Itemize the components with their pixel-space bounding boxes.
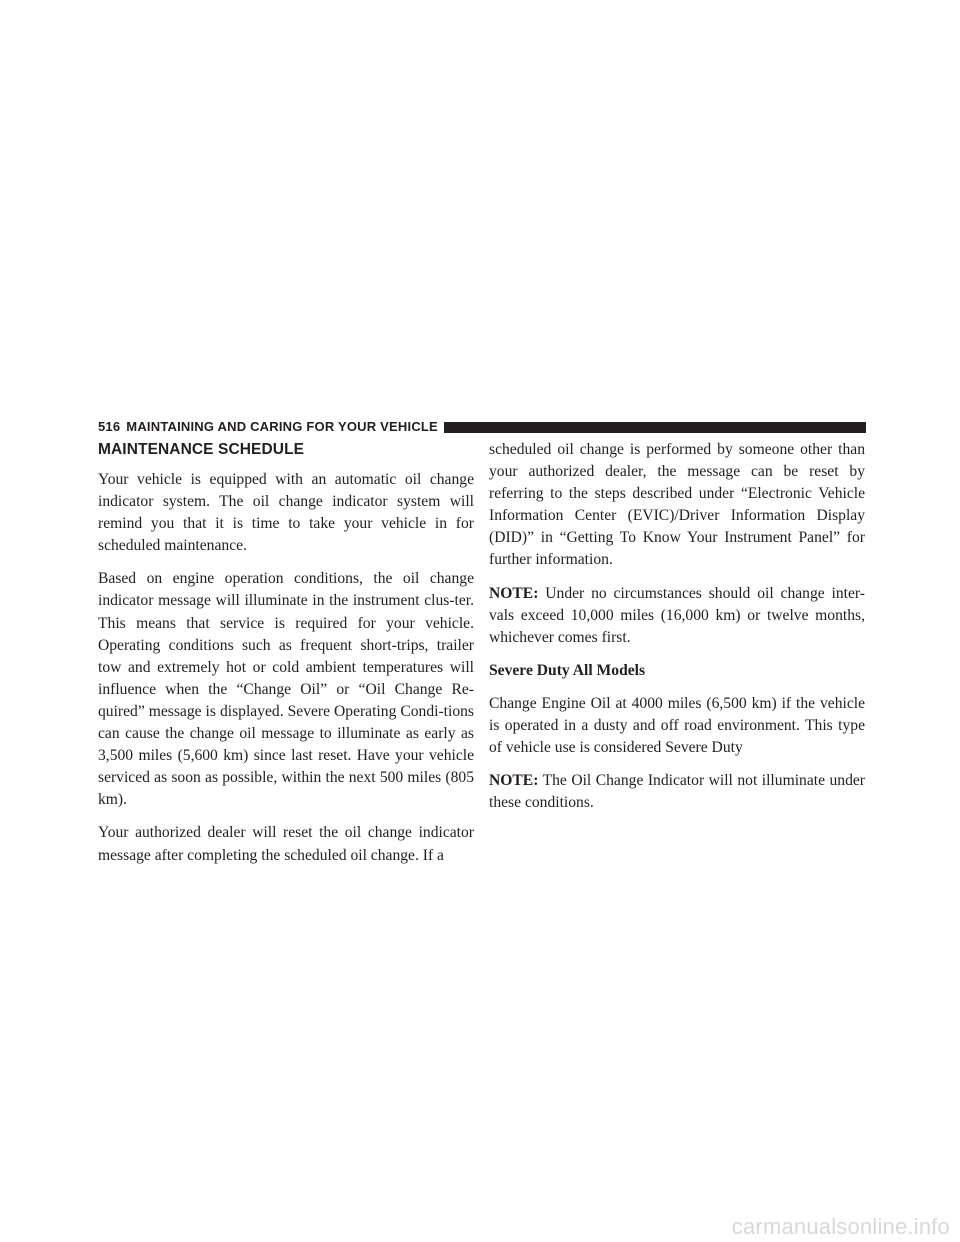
page-header	[98, 418, 866, 434]
page-number: 516	[98, 418, 121, 434]
note-text: The Oil Change Indicator will not illuminate under these conditions.	[489, 772, 865, 812]
dealer-reset-paragraph: Your authorized dealer will reset the oil change indicator message after completing the scheduled oil change. If a	[98, 824, 474, 864]
page-title: MAINTENANCE SCHEDULE	[98, 441, 305, 458]
intro-paragraph: Your vehicle is equipped with an automatic oil change indicator system. The oil change indicator system will remind you that it is time to take your vehicle in for scheduled maintenance.	[98, 471, 474, 555]
note-text: Under no circumstances should oil change inter-vals exceed 10,000 miles (16,000 km) or twelve months, whichever comes first.	[489, 584, 865, 646]
left-column	[98, 439, 474, 878]
severe-duty-paragraph: Change Engine Oil at 4000 miles (6,500 km) if the vehicle is operated in a dusty and off road environment. This type of vehicle use is considered Severe Duty	[489, 694, 865, 757]
header-rule-bar	[444, 422, 866, 433]
section-title: MAINTAINING AND CARING FOR YOUR VEHICLE	[126, 418, 438, 434]
reset-instructions-paragraph: scheduled oil change is performed by someone other than your authorized dealer, the message can be reset by referring to the steps described under “Electronic Vehicle Information Center (EVIC)/Driver Information Display (DID)” in “Getting To Know Your Instrument Panel” for further information.	[489, 441, 865, 569]
severe-duty-heading: Severe Duty All Models	[489, 661, 646, 679]
right-column	[489, 439, 865, 825]
note-oil-interval	[489, 583, 865, 649]
note-indicator	[489, 770, 865, 814]
note-label: NOTE:	[489, 584, 539, 602]
watermark-text: carmanualsonline.info	[731, 1214, 950, 1239]
operating-conditions-paragraph: Based on engine operation conditions, the oil change indicator message will illuminate in the instrument clus-ter. This means that service is required for your vehicle. Operating conditions such as frequent short-trips, trailer tow and extremely hot or cold ambient temperatures will influence when the “Change Oil” or “Oil Change Re-quired” message is displayed. Severe Operating Condi-tions can cause the change oil message to illuminate as early as 3,500 miles (5,600 km) since last reset. Have your vehicle serviced as soon as possible, within the next 500 miles (805 km).	[98, 570, 474, 809]
note-label: NOTE:	[489, 772, 539, 790]
